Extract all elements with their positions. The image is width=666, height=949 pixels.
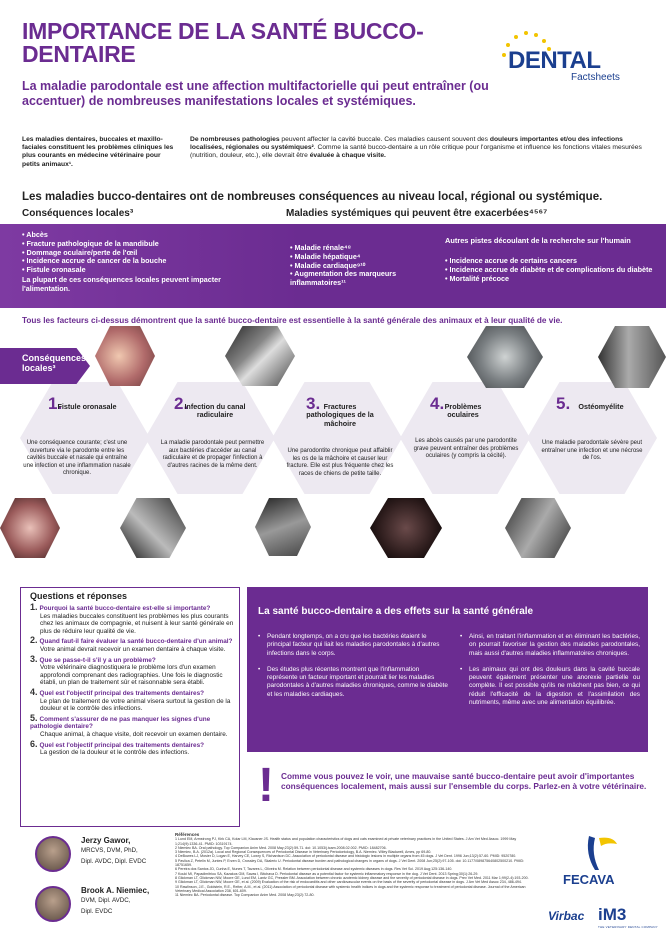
- general-health-title: La santé bucco-dentaire a des effets sur la santé générale: [258, 606, 534, 617]
- list-item: • Maladie cardiaque⁹¹⁰: [290, 262, 430, 271]
- condition-number: 1.: [48, 394, 63, 413]
- photo-jaw-xray: [255, 498, 311, 556]
- local-consequences-tag-label: Conséquences locales³: [22, 353, 87, 373]
- list-item: • Augmentation des marqueurs inflammatoires¹¹: [290, 270, 430, 288]
- im3-logo: [598, 905, 658, 929]
- qa-number: 5.: [30, 712, 38, 723]
- qa-number: 2.: [30, 635, 38, 646]
- intro-text-d: . Comme la santé bucco-dentaire a un rôle critique pour l'organisme et influence les fonctions vitales mesurées (nutrition, douleur, etc.), elle devrait être: [190, 144, 642, 160]
- reference-item: 10 Rawlinson, J.E., Goldstein, R.E., Reiter, A.M., et al. (2011) Association of periodontal disease with systemic health indices in dogs and the systemic response to treatment of periodontal disease. Journal of the American Veterinary Medical Association 238, 601-609.: [175, 884, 526, 893]
- author-card: [35, 886, 165, 926]
- qa-number: 3.: [30, 653, 38, 664]
- qa-answer: Votre animal devrait recevoir un examen dentaire à chaque visite.: [40, 645, 226, 653]
- list-item: • Fistule oronasale: [22, 266, 252, 275]
- list-item: [30, 738, 235, 757]
- reference-item: 4 DeBowes LJ, Mosier D, Logan E, Harvey CE, Lowry S, Richardson DC. Association of periodontal disease and histologic lesions in multiple organs from 45 dogs. J Vet Dent. 1996 Jun;13(2):57-60. PMID: 9520780.: [175, 854, 517, 859]
- qa-list: [30, 604, 235, 759]
- list-item: • Incidence accrue de cancer de la bouche: [22, 257, 252, 266]
- reference-item: 2 Niemiec BA. Oral pathology. Top Companion Anim Med. 2008 May;23(2):59-71. doi: 10.1053/j.tcam.2008.02.002. PMID: 18482706.: [175, 845, 387, 850]
- condition-number: 3.: [306, 394, 321, 413]
- condition-title: Problèmes oculaires: [444, 402, 482, 420]
- list-item: • Dommage oculaire/perte de l'œil: [22, 249, 252, 258]
- list-item: • Les animaux qui ont des douleurs dans la cavité buccale peuvent également présenter une anorexie partielle ou complète. Il est possible qu'ils ne mâchent pas bien, ce qui réduit l'efficacité de la digestion et l'assimilation des nutriments, même avec une alimentation équilibrée.: [460, 666, 640, 707]
- intro-bold-e: évaluée à chaque visite.: [309, 152, 386, 160]
- section-subhead: Les maladies bucco-dentaires ont de nombreuses conséquences au niveau local, régional ou systémique.: [22, 191, 603, 203]
- condition-desc: Les abcès causés par une parodontite grave peuvent entraîner des problèmes oculaires (y compris la cécité).: [413, 438, 519, 460]
- author-name: Jerzy Gawor,: [81, 836, 131, 845]
- references: [175, 833, 540, 897]
- list-item: [30, 653, 235, 687]
- systemic-diseases-label: Maladies systémiques qui peuvent être exacerbées⁴⁵⁶⁷: [286, 208, 548, 219]
- reference-item: 11 Niemiec BA. Periodontal disease. Top Companion Anim Med. 2008 May;23(2):72-80.: [175, 893, 315, 898]
- qa-question: Quel est l'objectif principal des traitements dentaires?: [39, 741, 205, 749]
- qa-answer: Les maladies buccales constituent les problèmes les plus courants chez les animaux de compagnie, et nuisent à leur santé générale en plus de réduire leur qualité de vie.: [40, 612, 234, 635]
- references-title: Références: [175, 832, 200, 837]
- qa-number: 4.: [30, 686, 38, 697]
- fecava-wordmark: FECAVA: [563, 872, 615, 887]
- qa-answer: Le plan de traitement de votre animal visera surtout la gestion de la douleur et le contrôle des infections.: [40, 697, 231, 713]
- qa-answer: Chaque animal, à chaque visite, doit recevoir un examen dentaire.: [40, 730, 228, 738]
- qa-answer: Votre vétérinaire diagnostiquera le problème lors d'un examen approfondi comprenant des radiographies. Une fois le diagnostic établi, un plan de traitement sûr et raisonnable sera établi.: [40, 664, 223, 687]
- page-title: IMPORTANCE DE LA SANTÉ BUCCO-DENTAIRE: [22, 18, 424, 67]
- list-item: • Des études plus récentes montrent que l'inflammation représente un facteur important et pourrait lier les maladies parodontales à d'autres maladies chroniques, comme le diabète et les maladies cardiaques.: [258, 666, 448, 699]
- conclusion-text: Comme vous pouvez le voir, une mauvaise santé bucco-dentaire peut avoir d'importantes conséquences localement, mais aussi sur l'ensemble du corps. Parlez-en à votre vétérinaire.: [281, 771, 647, 791]
- logo-sub: Factsheets: [571, 72, 620, 83]
- systemic-diseases-list: [290, 244, 430, 288]
- photo-mouth: [0, 498, 60, 558]
- photo-osteomyelitis-xray: [598, 326, 666, 388]
- list-item: • Abcès: [22, 231, 252, 240]
- photo-bone-xray: [505, 498, 571, 558]
- author-credentials: Dipl. EVDC: [81, 908, 113, 915]
- reference-item: 6 Pereira dos Santos JD, Cunha E, Nunes T, Tavares L, Oliveira M. Relation between periodontal disease and systemic diseases in dogs. Res Vet Sci. 2019 Aug;125:136-140.: [175, 867, 453, 872]
- general-health-left-list: [258, 633, 448, 707]
- local-consequences-list: [22, 231, 252, 275]
- im3-tagline: THE VETERINARY DENTAL COMPANY: [598, 925, 658, 929]
- qa-number: 1.: [30, 602, 38, 612]
- qa-answer: La gestion de la douleur et le contrôle des infections.: [40, 749, 190, 757]
- condition-desc: Une parodontite chronique peut affaiblir les os de la mâchoire et causer leur fracture. Elle est plus fréquente chez les races de chiens de petite taille.: [286, 448, 394, 477]
- author-credentials: DVM, Dipl. AVDC,: [81, 897, 131, 904]
- author-credentials: Dipl. AVDC, Dipl. EVDC: [81, 858, 147, 865]
- intro-right: [190, 136, 645, 161]
- photo-eye: [467, 326, 543, 388]
- research-title: Autres pistes découlant de la recherche sur l'humain: [445, 236, 631, 245]
- qa-question: Pourquoi la santé bucco-dentaire est-elle si importante?: [39, 605, 211, 612]
- condition-title: Fractures pathologiques de la mâchoire: [306, 402, 374, 428]
- factors-statement: Tous les facteurs ci-dessus démontrent que la santé bucco-dentaire est essentielle à la santé générale des animaux et à leur qualité de vie.: [22, 316, 563, 325]
- im3-wordmark: iM3: [598, 905, 627, 924]
- intro-bold-c: douleurs importantes et/ou des infections localisées, régionales ou systémiques²: [190, 136, 623, 152]
- condition-number: 4.: [430, 394, 445, 413]
- qa-number: 6.: [30, 738, 38, 749]
- list-item: • Incidence accrue de diabète et de complications du diabète: [445, 266, 660, 275]
- reference-item: 9 Glickman LT, Glickman NW, Moore GE, et al. (2009) Evaluation of the risk of endocarditis and other cardiovascular events on the basis of the severity of periodontal disease in dogs. J Am Vet Med Assoc 234, 486-494.: [175, 880, 522, 885]
- condition-number: 2.: [174, 394, 189, 413]
- avatar: [35, 886, 71, 922]
- fecava-mark-icon: [581, 834, 621, 872]
- reference-item: 5 Pavlica Z, Petelin M, Juntes P, Erzen D, Crossley DA, Skaleric U. Periodontal disease burden and pathological changes in organs of dogs. J Vet Dent. 2008 Jun;25(2):97-105. doi: 10.1177/089875640802500210. PMID: 18751659.: [175, 858, 525, 868]
- author-card: [35, 836, 165, 876]
- list-item: • Ainsi, en traitant l'inflammation et en éliminant les bactéries, on pourrait favoriser la gestion des maladies parodontales, mais aussi d'autres maladies inflammatoires chroniques.: [460, 633, 640, 658]
- author-credentials: MRCVS, DVM, PhD,: [81, 847, 138, 854]
- local-consequences-label: Conséquences locales³: [22, 208, 134, 219]
- photo-eye-closeup: [370, 498, 442, 558]
- list-item: • Maladie rénale⁴⁸: [290, 244, 430, 253]
- intro-bold-a: De nombreuses pathologies: [190, 136, 280, 143]
- list-item: • Mortalité précoce: [445, 275, 660, 284]
- research-list: [445, 257, 660, 283]
- qa-question: Que se passe-t-il s'il y a un problème?: [39, 656, 156, 664]
- condition-desc: Une conséquence courante; c'est une ouverture via le parodonte entre les cavités buccale et nasale qui entraîne une infection et une inflammation nasale chronique.: [23, 440, 131, 477]
- hex-background: [527, 382, 657, 494]
- fecava-logo: [563, 834, 643, 894]
- reference-item: 3 Niemiec, B.A. (2012a). Local and Regional Consequences of Periodontal Disease in Veterinary Periodontology, B.A. Niemiec. Wiley Blackwell, Ames, pp 69-80.: [175, 850, 432, 855]
- list-item: [30, 712, 235, 739]
- intro-left: Les maladies dentaires, buccales et maxillo-faciales constituent les problèmes cliniques les plus courants en médecine vétérinaire pour petits animaux¹.: [22, 136, 174, 168]
- exclamation-icon: !: [258, 759, 274, 812]
- list-item: [30, 604, 235, 635]
- qa-question: Quel est l'objectif principal des traitements dentaires?: [39, 689, 205, 697]
- list-item: • Incidence accrue de certains cancers: [445, 257, 660, 266]
- list-item: • Maladie hépatique⁴: [290, 253, 430, 262]
- photo-root-canal-xray: [225, 326, 295, 386]
- list-item: [30, 686, 235, 713]
- qa-question: Comment s'assurer de ne pas manquer les signes d'une pathologie dentaire?: [30, 715, 211, 731]
- logo-word: DENTAL: [508, 47, 601, 74]
- condition-desc: La maladie parodontale peut permettre aux bactéries d'accéder au canal radiculaire et de propager l'infection à d'autres racines de la même dent.: [160, 440, 265, 469]
- list-item: • Fracture pathologique de la mandibule: [22, 240, 252, 249]
- photo-oronasal-fistula: [95, 326, 155, 386]
- condition-title: Infection du canal radiculaire: [184, 402, 246, 420]
- list-item: • Pendant longtemps, on a cru que les bactéries étaient le principal facteur qui liait les maladies parodontales à d'autres infections dans le corps.: [258, 633, 448, 658]
- avatar: [35, 836, 71, 872]
- author-name: Brook A. Niemiec,: [81, 886, 150, 895]
- photo-xray: [120, 498, 186, 558]
- general-health-right-list: [460, 633, 640, 715]
- qa-title: Questions et réponses: [30, 591, 128, 601]
- qa-question: Quand faut-il faire évaluer la santé bucco-dentaire d'un animal?: [39, 638, 233, 646]
- condition-title: Ostéomyélite: [578, 402, 624, 411]
- hex-background: [145, 382, 275, 494]
- lead-text: La maladie parodontale est une affection multifactorielle qui peut entraîner (ou accentuer) de nombreuses manifestations locales et systémiques.: [22, 79, 489, 108]
- intro-text-b: peuvent affecter la cavité buccale. Ces maladies causent souvent des: [279, 136, 490, 143]
- condition-desc: Une maladie parodontale sévère peut entraîner une infection et une nécrose de l'os.: [541, 440, 643, 462]
- local-note: La plupart de ces conséquences locales peuvent impacter l'alimentation.: [22, 275, 221, 293]
- reference-item: 7 Kouki MI, Papadimitriou SA, Kazakos GM, Savas I, Bitchava D. Periodontal disease as a potential factor for systemic inflammatory response in the dog. J Vet Dent. 2013 Spring;30(1):26-29.: [175, 871, 479, 876]
- virbac-logo: Virbac: [548, 909, 585, 923]
- reference-item: 1 Lund EM, Armstrong PJ, Kirk CA, Kolar LM, Klausner JS. Health status and population characteristics of dogs and cats examined at private veterinary practices in the United States. J Am Vet Med Assoc. 1999 May 1;214(9):1336-41. PMID: 10319174.: [175, 837, 517, 846]
- reference-item: 8 Glickman LT, Glickman NW, Moore GE, Lund EM, Lantz GC, Pressler BM. Association between chronic azotemic kidney disease and the severity of periodontal disease in dogs. Prev Vet Med. 2011 Mar 1;99(2-4):193-200.: [175, 875, 529, 880]
- condition-number: 5.: [556, 394, 571, 413]
- list-item: [30, 637, 235, 653]
- condition-title: Fistule oronasale: [57, 402, 117, 411]
